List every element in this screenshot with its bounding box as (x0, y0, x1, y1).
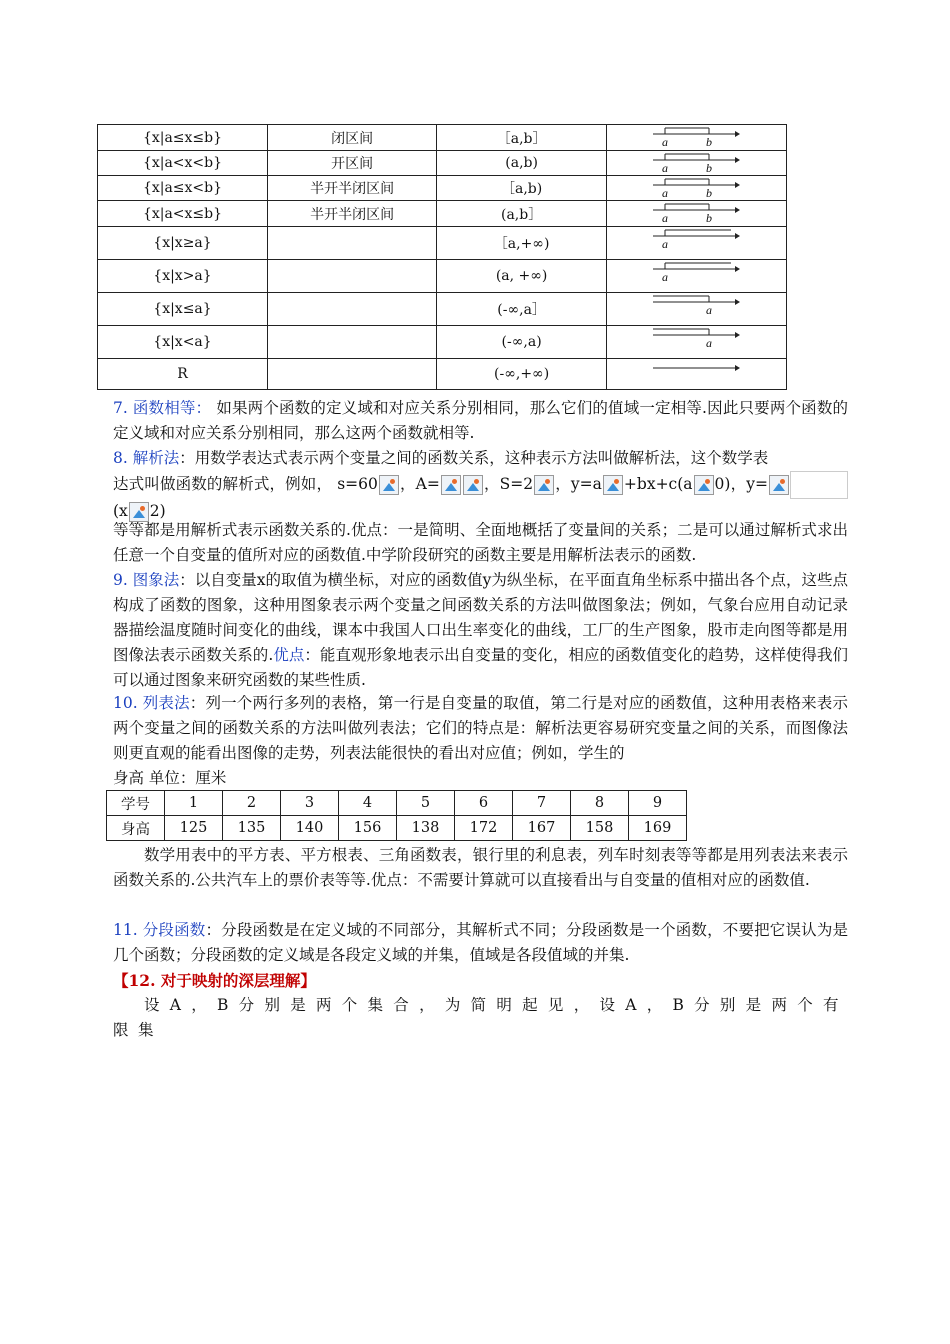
table-cell: 身高 (107, 816, 165, 841)
table-cell: 1 (165, 791, 223, 816)
para-10: 10. 列表法：列一个两行多列的表格，第一行是自变量的取值，第二行是对应的函数值，这种用表格来表示两个变量之间的函数关系的方法叫做列表法；它们的特点是：解析法更容易研究变量之间的关系，而图像法则更直观的能看出图像的走势，列表法能很快的看出对应值；例如，学生的 身高 单位：厘米 (113, 694, 848, 787)
para-8: 8. 解析法：用数学表达式表示两个变量之间的函数关系，这种表示方法叫做解析法，这个数学表 达式叫做函数的解析式，例如， s=60 ，A= ，S=2 ，y=a +bx+c(a 0)，y=(x 2) (113, 446, 848, 524)
svg-text:b: b (706, 210, 713, 225)
interval-table (97, 124, 787, 390)
para-11: 11. 分段函数：分段函数是在定义域的不同部分，其解析式不同；分段函数是一个函数，不要把它误认为是几个函数；分段函数的定义域是各段定义域的并集，值域是各段值域的并集. (113, 921, 848, 964)
number-line (651, 294, 741, 325)
table-cell: 学号 (107, 791, 165, 816)
table-cell: 8 (571, 791, 629, 816)
number-line (651, 152, 741, 175)
svg-text:b: b (706, 185, 713, 200)
table-cell: 140 (281, 816, 339, 841)
table-cell: (a,b］ (437, 201, 607, 227)
heading-11: 11. 分段函数 (113, 921, 206, 939)
heading-7: 7. 函数相等： (113, 399, 212, 417)
table-cell: ［a,+∞) (437, 227, 607, 260)
number-line (651, 327, 741, 358)
para-10-cont: 数学用表中的平方表、平方根表、三角函数表，银行里的利息表，列车时刻表等等都是用列表法来表示函数关系的.公共汽车上的票价表等等.优点：不需要计算就可以直接看出与自变量的值相对应的函数值. (113, 846, 848, 889)
svg-text:a: a (706, 302, 713, 317)
number-line-cell (606, 260, 786, 293)
table-cell: (a, +∞) (437, 260, 607, 293)
svg-text:b: b (706, 160, 713, 175)
heading-12: 【12. 对于映射的深层理解】 (113, 971, 316, 990)
number-line-cell (606, 227, 786, 260)
table-cell: 9 (629, 791, 687, 816)
number-line-cell (606, 326, 786, 359)
table-row (98, 176, 787, 201)
table-cell: {x|a<x<b} (98, 151, 268, 176)
table-cell: 开区间 (267, 151, 436, 176)
table-cell: {x|a≤x<b} (98, 176, 268, 201)
table-cell: 6 (455, 791, 513, 816)
table-row (98, 359, 787, 390)
table-cell: (-∞,+∞) (437, 359, 607, 390)
table-cell: (-∞,a) (437, 326, 607, 359)
table-cell: 4 (339, 791, 397, 816)
table-cell: {x|x≥a} (98, 227, 268, 260)
table-cell: ［a,b］ (437, 125, 607, 151)
table-cell: 半开半闭区间 (267, 176, 436, 201)
table-cell: 7 (513, 791, 571, 816)
svg-text:a: a (662, 185, 669, 200)
table-cell: 138 (397, 816, 455, 841)
table-cell: 2 (223, 791, 281, 816)
svg-text:a: a (662, 269, 669, 284)
number-line (651, 261, 741, 292)
svg-text:a: a (662, 134, 669, 149)
table-row (107, 791, 687, 816)
table-cell (267, 359, 436, 390)
table-cell: 156 (339, 816, 397, 841)
heading-10: 10. 列表法 (113, 694, 190, 712)
formula-box (790, 471, 848, 499)
table-row (98, 151, 787, 176)
table-cell: 169 (629, 816, 687, 841)
broken-image-icon (534, 475, 554, 495)
table-cell: {x|x<a} (98, 326, 268, 359)
number-line-figure (651, 152, 741, 175)
number-line (651, 228, 741, 259)
number-line-cell (606, 151, 786, 176)
table-cell: {x|x≤a} (98, 293, 268, 326)
table-cell: 3 (281, 791, 339, 816)
para-12: 设A，B分别是两个集合，为简明起见，设A，B分别是两个有限集 (113, 996, 848, 1039)
number-line-figure (651, 261, 741, 292)
number-line-figure (651, 360, 741, 389)
number-line-cell (606, 293, 786, 326)
broken-image-icon (603, 475, 623, 495)
table-cell (267, 260, 436, 293)
table-cell: 闭区间 (267, 125, 436, 151)
para-8-cont: 等等都是用解析式表示函数关系的.优点：一是简明、全面地概括了变量间的关系；二是可以通过解析式求出任意一个自变量的值所对应的函数值.中学阶段研究的函数主要是用解析法表示的函数. (113, 521, 848, 564)
number-line (651, 360, 741, 389)
table-cell: 167 (513, 816, 571, 841)
broken-image-icon (441, 475, 461, 495)
table-row (107, 816, 687, 841)
table-row (98, 227, 787, 260)
table-cell (267, 227, 436, 260)
table-row (98, 293, 787, 326)
svg-text:a: a (662, 160, 669, 175)
table-row (98, 260, 787, 293)
table-cell: 135 (223, 816, 281, 841)
table-cell: 半开半闭区间 (267, 201, 436, 227)
table-row (98, 201, 787, 227)
number-line-figure (651, 126, 741, 150)
table-cell: (a,b) (437, 151, 607, 176)
number-line-figure (651, 327, 741, 358)
svg-text:a: a (662, 210, 669, 225)
table-cell: 158 (571, 816, 629, 841)
number-line-cell (606, 359, 786, 390)
table-cell (267, 326, 436, 359)
broken-image-icon (379, 475, 399, 495)
para-12-heading (113, 968, 848, 994)
table-cell: 172 (455, 816, 513, 841)
svg-text:b: b (706, 134, 713, 149)
height-table (106, 790, 687, 841)
broken-image-icon (694, 475, 714, 495)
table-cell: 5 (397, 791, 455, 816)
table-cell: {x|x>a} (98, 260, 268, 293)
table-cell: {x|a<x≤b} (98, 201, 268, 227)
number-line-cell (606, 176, 786, 201)
svg-text:a: a (706, 335, 713, 350)
table-cell: (-∞,a］ (437, 293, 607, 326)
heading-9: 9. 图象法 (113, 571, 180, 589)
number-line-figure (651, 177, 741, 200)
broken-image-icon (463, 475, 483, 495)
table-cell: {x|a≤x≤b} (98, 125, 268, 151)
number-line-figure (651, 294, 741, 325)
svg-text:a: a (662, 236, 669, 251)
broken-image-icon (769, 475, 789, 495)
number-line (651, 126, 741, 150)
table-cell: R (98, 359, 268, 390)
table-cell: ［a,b) (437, 176, 607, 201)
number-line-figure (651, 202, 741, 226)
para-9: 9. 图象法：以自变量x的取值为横坐标，对应的函数值y为纵坐标，在平面直角坐标系中描出各个点，这些点构成了函数的图象，这种用图象表示两个变量之间函数关系的方法叫做图象法；例如，气象台应用自动记录器描绘温度随时间变化的曲线，课本中我国人口出生率变化的曲线，工厂的生产图象，股市走向图等都是用图像法表示函数关系的.优点：能直观形象地表示出自变量的变化，相应的函数值变化的趋势，这样使得我们可以通过图象来研究函数的某些性质. (113, 571, 848, 689)
number-line (651, 202, 741, 226)
table-cell: 125 (165, 816, 223, 841)
para-7: 7. 函数相等： 如果两个函数的定义域和对应关系分别相同，那么它们的值域一定相等.因此只要两个函数的定义域和对应关系分别相同，那么这两个函数就相等. (113, 399, 849, 442)
heading-8: 8. 解析法 (113, 449, 180, 467)
table-row (98, 326, 787, 359)
table-row (98, 125, 787, 151)
number-line-cell (606, 201, 786, 227)
number-line-cell (606, 125, 786, 151)
number-line (651, 177, 741, 200)
table-cell (267, 293, 436, 326)
number-line-figure (651, 228, 741, 259)
